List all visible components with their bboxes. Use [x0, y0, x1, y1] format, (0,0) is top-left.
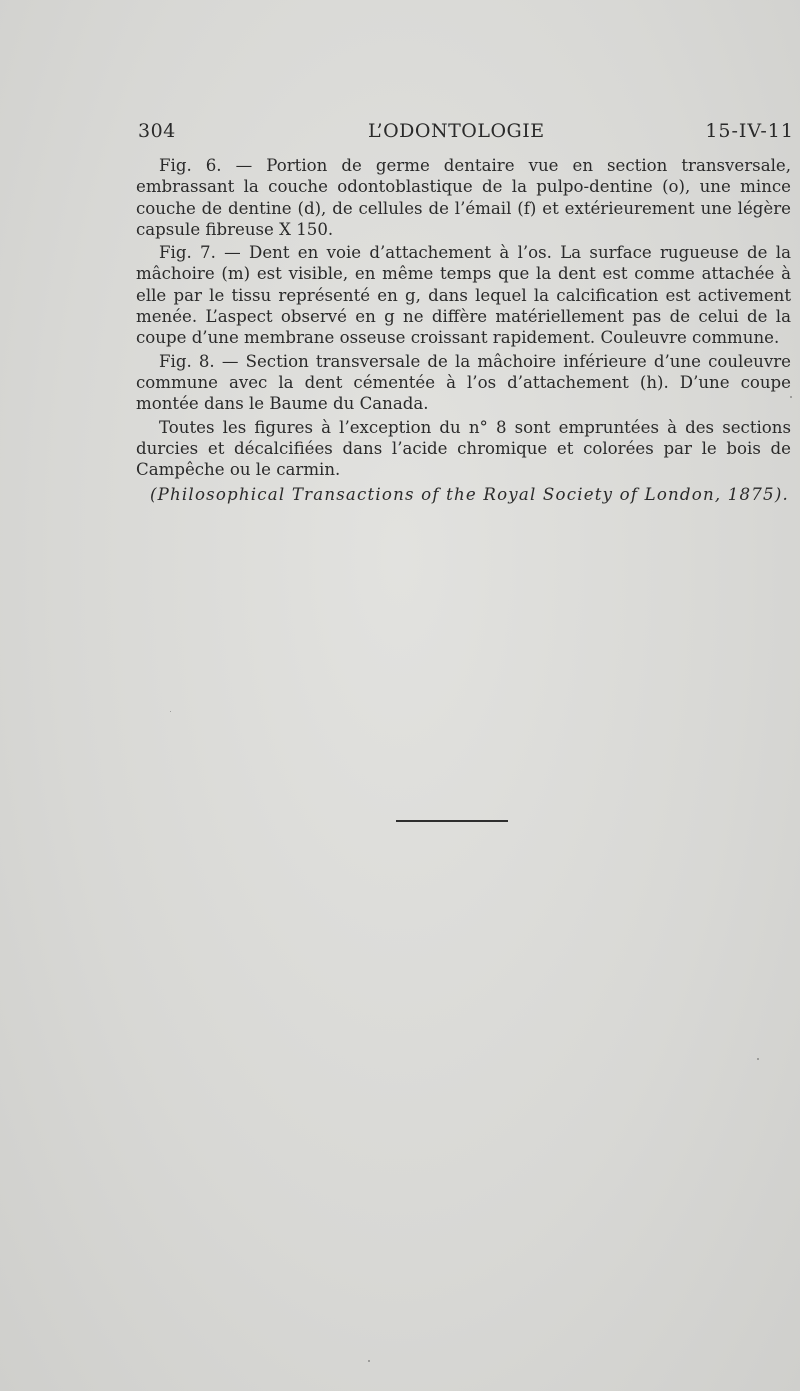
issue-date: 15-IV-11 [705, 120, 794, 142]
paper-speck [790, 396, 792, 398]
source-citation: (Philosophical Transactions of the Royal Society of London, 1875). [150, 485, 789, 505]
body-text [136, 155, 791, 506]
paper-speck [757, 1058, 759, 1060]
paragraph-fig-8: Fig. 8. — Section transversale de la mâchoire inférieure d’une couleuvre commune avec la dent cémentée à l’os d’attachement (h). D’une coupe montée dans le Baume du Canada. [136, 351, 791, 414]
page-header [138, 120, 794, 148]
paragraph-fig-7: Fig. 7. — Dent en voie d’attachement à l’os. La surface rugueuse de la mâchoire (m) est visible, en même temps que la dent est comme attachée à elle par le tissu représenté en g, dans lequel la calcification est activement menée. L’aspect observé en g ne diffère matériellement pas de celui de la coupe d’une membrane osseuse croissant rapidement. Couleuvre commune. [136, 243, 791, 348]
page-number: 304 [138, 120, 176, 142]
paragraph-figures-note: Toutes les figures à l’exception du n° 8 sont empruntées à des sections durcies et décalcifiées dans l’acide chromique et colorées par le bois de Campêche ou le carmin. [136, 417, 791, 480]
paragraph-fig-6: Fig. 6. — Portion de germe dentaire vue en section transversale, embrassant la couche odontoblastique de la pulpo-dentine (o), une mince couche de dentine (d), de cellules de l’émail (f) et extérieurement une légère capsule fibreuse X 150. [136, 156, 791, 239]
running-title: L’ODONTOLOGIE [368, 120, 545, 142]
section-divider [396, 820, 508, 822]
paper-speck [170, 711, 171, 712]
paper-speck [368, 1360, 370, 1362]
